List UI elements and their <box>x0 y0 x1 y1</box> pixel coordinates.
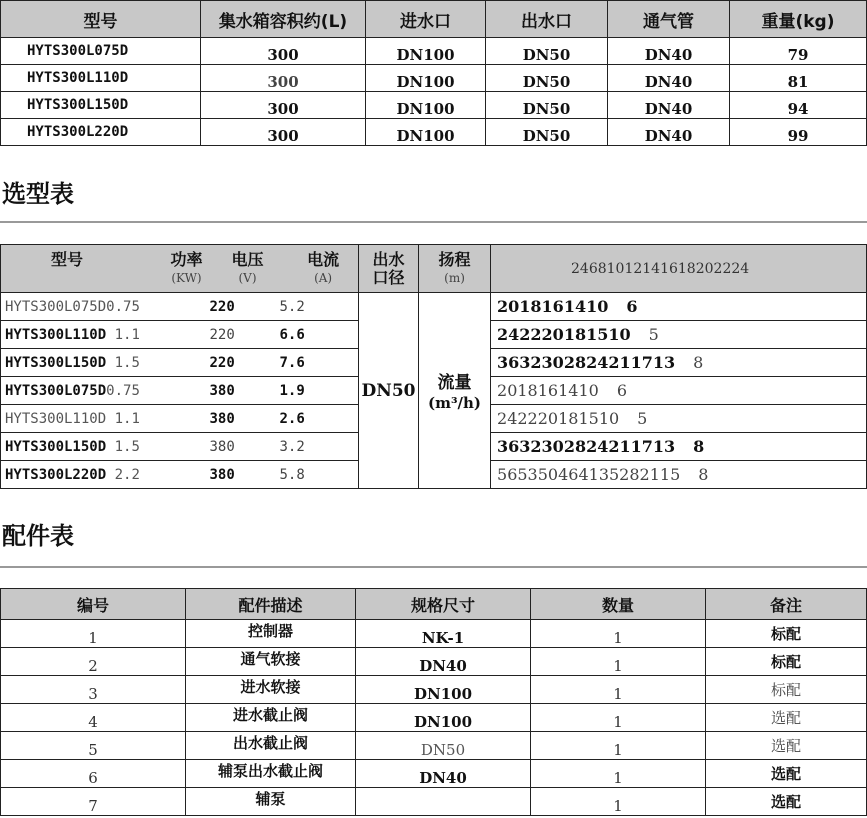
cell-spec <box>356 788 531 816</box>
header-model: 型号 <box>1 1 201 38</box>
cell-description: 进水截止阀 <box>186 704 356 732</box>
cell-description: 控制器 <box>186 620 356 648</box>
selection-table-header <box>1 245 867 293</box>
cell-flow: 242220181510 5 <box>491 405 867 433</box>
accessories-table <box>0 588 867 816</box>
cell-remark: 标配 <box>706 648 867 676</box>
cell-volume: 300 <box>201 92 366 119</box>
cell-quantity: 1 <box>531 676 706 704</box>
cell-model-power: HYTS300L220D 2.2 <box>1 461 206 489</box>
cell-flow: 3632302824211713 8 <box>491 349 867 377</box>
cell-inlet: DN100 <box>366 119 486 146</box>
cell-remark: 选配 <box>706 760 867 788</box>
cell-vent: DN40 <box>608 38 730 65</box>
cell-remark: 选配 <box>706 732 867 760</box>
cell-remark: 标配 <box>706 676 867 704</box>
table-row <box>1 788 867 816</box>
cell-no: 4 <box>1 704 186 732</box>
section-divider <box>0 566 867 568</box>
cell-current: 6.6 <box>274 321 359 349</box>
header-head-values: 24681012141618202224 <box>491 245 867 293</box>
merged-flow-label: 流量 <box>437 373 472 393</box>
cell-weight: 94 <box>730 92 867 119</box>
table-row <box>1 760 867 788</box>
merged-outlet: DN50 <box>359 293 419 489</box>
cell-remark: 选配 <box>706 704 867 732</box>
header-quantity: 数量 <box>531 589 706 620</box>
cell-model-power: HYTS300L150D 1.5 <box>1 349 206 377</box>
table-row <box>1 704 867 732</box>
cell-quantity: 1 <box>531 732 706 760</box>
cell-current: 5.8 <box>274 461 359 489</box>
spec-table-header <box>1 1 867 38</box>
cell-voltage: 380 <box>206 377 274 405</box>
header-description: 配件描述 <box>186 589 356 620</box>
cell-flow: 2018161410 6 <box>491 377 867 405</box>
cell-description: 辅泵 <box>186 788 356 816</box>
cell-current: 7.6 <box>274 349 359 377</box>
cell-volume: 300 <box>201 38 366 65</box>
cell-no: 5 <box>1 732 186 760</box>
cell-description: 进水软接 <box>186 676 356 704</box>
cell-voltage: 220 <box>206 293 274 321</box>
merged-flow-unit: (m³/h) <box>428 394 482 412</box>
cell-current: 1.9 <box>274 377 359 405</box>
table-row <box>1 92 867 119</box>
table-row <box>1 732 867 760</box>
header-inlet: 进水口 <box>366 1 486 38</box>
cell-model-power: HYTS300L075D0.75 <box>1 293 206 321</box>
header-voltage-current <box>206 245 359 293</box>
cell-outlet: DN50 <box>486 119 608 146</box>
table-row <box>1 119 867 146</box>
section-divider <box>0 221 867 223</box>
cell-model-power: HYTS300L110D 1.1 <box>1 405 206 433</box>
header-remark: 备注 <box>706 589 867 620</box>
header-vent: 通气管 <box>608 1 730 38</box>
cell-inlet: DN100 <box>366 92 486 119</box>
cell-flow: 242220181510 5 <box>491 321 867 349</box>
cell-vent: DN40 <box>608 65 730 92</box>
cell-quantity: 1 <box>531 704 706 732</box>
cell-no: 2 <box>1 648 186 676</box>
cell-description: 通气软接 <box>186 648 356 676</box>
cell-description: 辅泵出水截止阀 <box>186 760 356 788</box>
section-title-selection: 选型表 <box>2 180 74 208</box>
cell-voltage: 220 <box>206 321 274 349</box>
table-row <box>1 38 867 65</box>
cell-model: HYTS300L110D <box>1 65 201 92</box>
cell-outlet: DN50 <box>486 92 608 119</box>
header-head: 扬程 (m) <box>419 245 491 293</box>
cell-spec: NK-1 <box>356 620 531 648</box>
cell-quantity: 1 <box>531 620 706 648</box>
header-outlet-diameter: 出水口径 <box>359 245 419 293</box>
cell-voltage: 220 <box>206 349 274 377</box>
merged-flow <box>419 293 491 489</box>
header-outlet: 出水口 <box>486 1 608 38</box>
cell-voltage: 380 <box>206 433 274 461</box>
cell-inlet: DN100 <box>366 65 486 92</box>
cell-model-power: HYTS300L075D0.75 <box>1 377 206 405</box>
selection-table <box>0 244 867 489</box>
cell-model-power: HYTS300L150D 1.5 <box>1 433 206 461</box>
table-row <box>1 648 867 676</box>
cell-flow: 3632302824211713 8 <box>491 433 867 461</box>
table-row <box>1 293 867 321</box>
cell-quantity: 1 <box>531 760 706 788</box>
cell-outlet: DN50 <box>486 38 608 65</box>
cell-current: 2.6 <box>274 405 359 433</box>
cell-model: HYTS300L075D <box>1 38 201 65</box>
cell-outlet: DN50 <box>486 65 608 92</box>
cell-spec: DN50 <box>356 732 531 760</box>
cell-remark: 标配 <box>706 620 867 648</box>
accessories-table-header <box>1 589 867 620</box>
cell-no: 1 <box>1 620 186 648</box>
cell-flow: 565350464135282115 8 <box>491 461 867 489</box>
cell-weight: 81 <box>730 65 867 92</box>
cell-current: 5.2 <box>274 293 359 321</box>
cell-remark: 选配 <box>706 788 867 816</box>
header-power: 功率 (KW) <box>170 249 203 285</box>
cell-quantity: 1 <box>531 788 706 816</box>
cell-no: 7 <box>1 788 186 816</box>
cell-no: 6 <box>1 760 186 788</box>
header-model-label: 型号 <box>51 249 84 269</box>
header-current: 电流 (A) <box>307 249 340 285</box>
cell-weight: 79 <box>730 38 867 65</box>
header-spec: 规格尺寸 <box>356 589 531 620</box>
cell-weight: 99 <box>730 119 867 146</box>
cell-volume: 300 <box>201 65 366 92</box>
cell-quantity: 1 <box>531 648 706 676</box>
cell-current: 3.2 <box>274 433 359 461</box>
cell-spec: DN40 <box>356 760 531 788</box>
cell-spec: DN100 <box>356 704 531 732</box>
cell-model: HYTS300L150D <box>1 92 201 119</box>
cell-flow: 2018161410 6 <box>491 293 867 321</box>
cell-description: 出水截止阀 <box>186 732 356 760</box>
cell-no: 3 <box>1 676 186 704</box>
cell-spec: DN40 <box>356 648 531 676</box>
cell-inlet: DN100 <box>366 38 486 65</box>
cell-vent: DN40 <box>608 92 730 119</box>
header-tank-volume: 集水箱容积约(L) <box>201 1 366 38</box>
cell-voltage: 380 <box>206 405 274 433</box>
cell-voltage: 380 <box>206 461 274 489</box>
cell-volume: 300 <box>201 119 366 146</box>
cell-spec: DN100 <box>356 676 531 704</box>
header-no: 编号 <box>1 589 186 620</box>
table-row <box>1 620 867 648</box>
cell-model: HYTS300L220D <box>1 119 201 146</box>
table-row <box>1 65 867 92</box>
header-weight: 重量(kg) <box>730 1 867 38</box>
spec-table <box>0 0 867 146</box>
section-title-accessories: 配件表 <box>2 522 74 550</box>
cell-vent: DN40 <box>608 119 730 146</box>
header-model <box>1 245 206 293</box>
cell-model-power: HYTS300L110D 1.1 <box>1 321 206 349</box>
header-voltage: 电压 (V) <box>231 249 264 285</box>
table-row <box>1 676 867 704</box>
